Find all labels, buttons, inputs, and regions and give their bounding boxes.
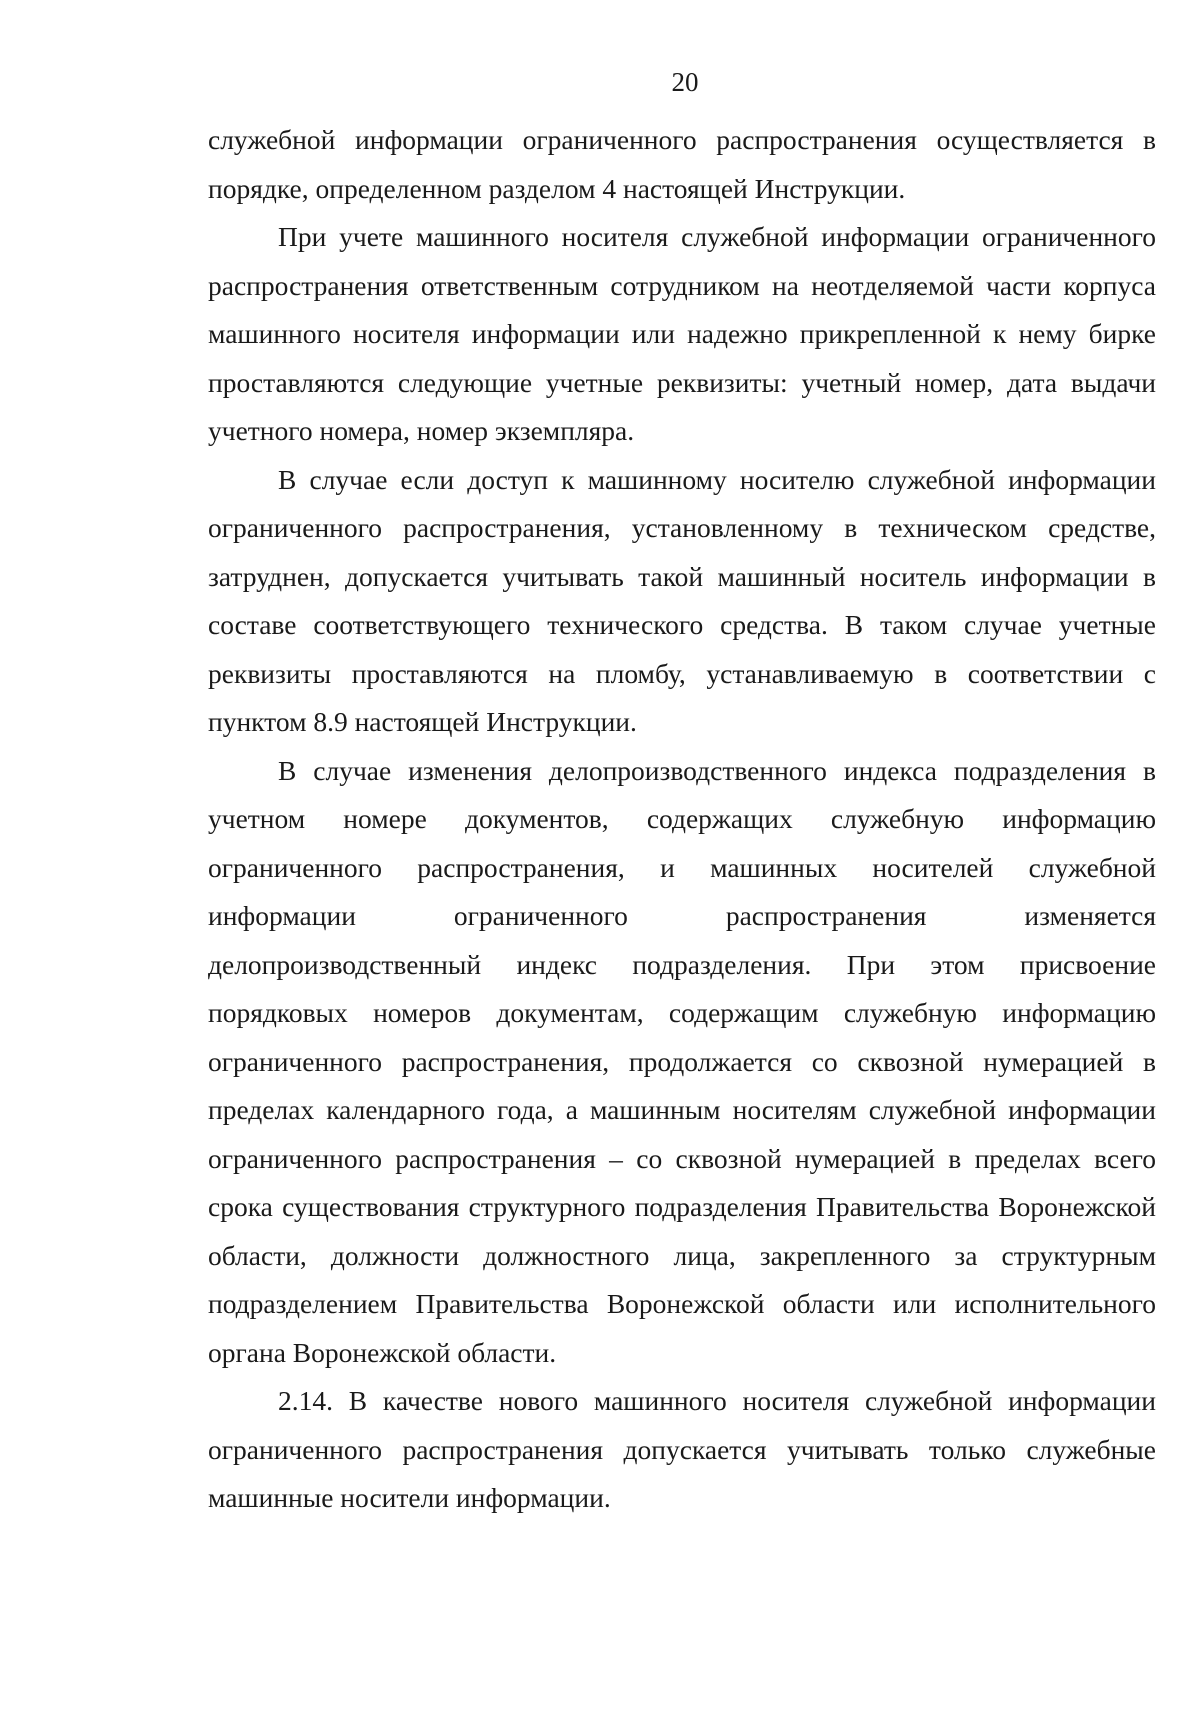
page-number: 20: [671, 67, 699, 97]
document-body: [208, 116, 1156, 1523]
paragraph-index-change: В случае изменения делопроизводственного индекса подразделения в учетном номере документов, содержащих служебную информацию ограниченного распространения, и машинных носителей служебной информации ограниченного распространения изменяется делопроизводственный индекс подразделения. При этом присвоение порядковых номеров документам, содержащим служебную информацию ограниченного распространения, продолжается со сквозной нумерацией в пределах календарного года, а машинным носителям служебной информации ограниченного распространения – со сквозной нумерацией в пределах всего срока существования структурного подразделения Правительства Воронежской области, должности должностного лица, закрепленного за структурным подразделением Правительства Воронежской области или исполнительного органа Воронежской области.: [208, 754, 1156, 1368]
paragraph-restricted-access: В случае если доступ к машинному носителю служебной информации ограниченного распространения, установленному в техническом средстве, затруднен, допускается учитывать такой машинный носитель информации в составе соответствующего технического средства. В таком случае учетные реквизиты проставляются на пломбу, устанавливаемую в соответствии с пунктом 8.9 настоящей Инструкции.: [208, 463, 1156, 737]
paragraph-clause-2-14: 2.14. В качестве нового машинного носителя служебной информации ограниченного распространения допускается учитывать только служебные машинные носители информации.: [208, 1385, 1156, 1513]
paragraph-media-accounting: При учете машинного носителя служебной информации ограниченного распространения ответственным сотрудником на неотделяемой части корпуса машинного носителя информации или надежно прикрепленной к нему бирке проставляются следующие учетные реквизиты: учетный номер, дата выдачи учетного номера, номер экземпляра.: [208, 221, 1156, 446]
paragraph-continuation: служебной информации ограниченного распространения осуществляется в порядке, определенном разделом 4 настоящей Инструкции.: [208, 124, 1156, 204]
